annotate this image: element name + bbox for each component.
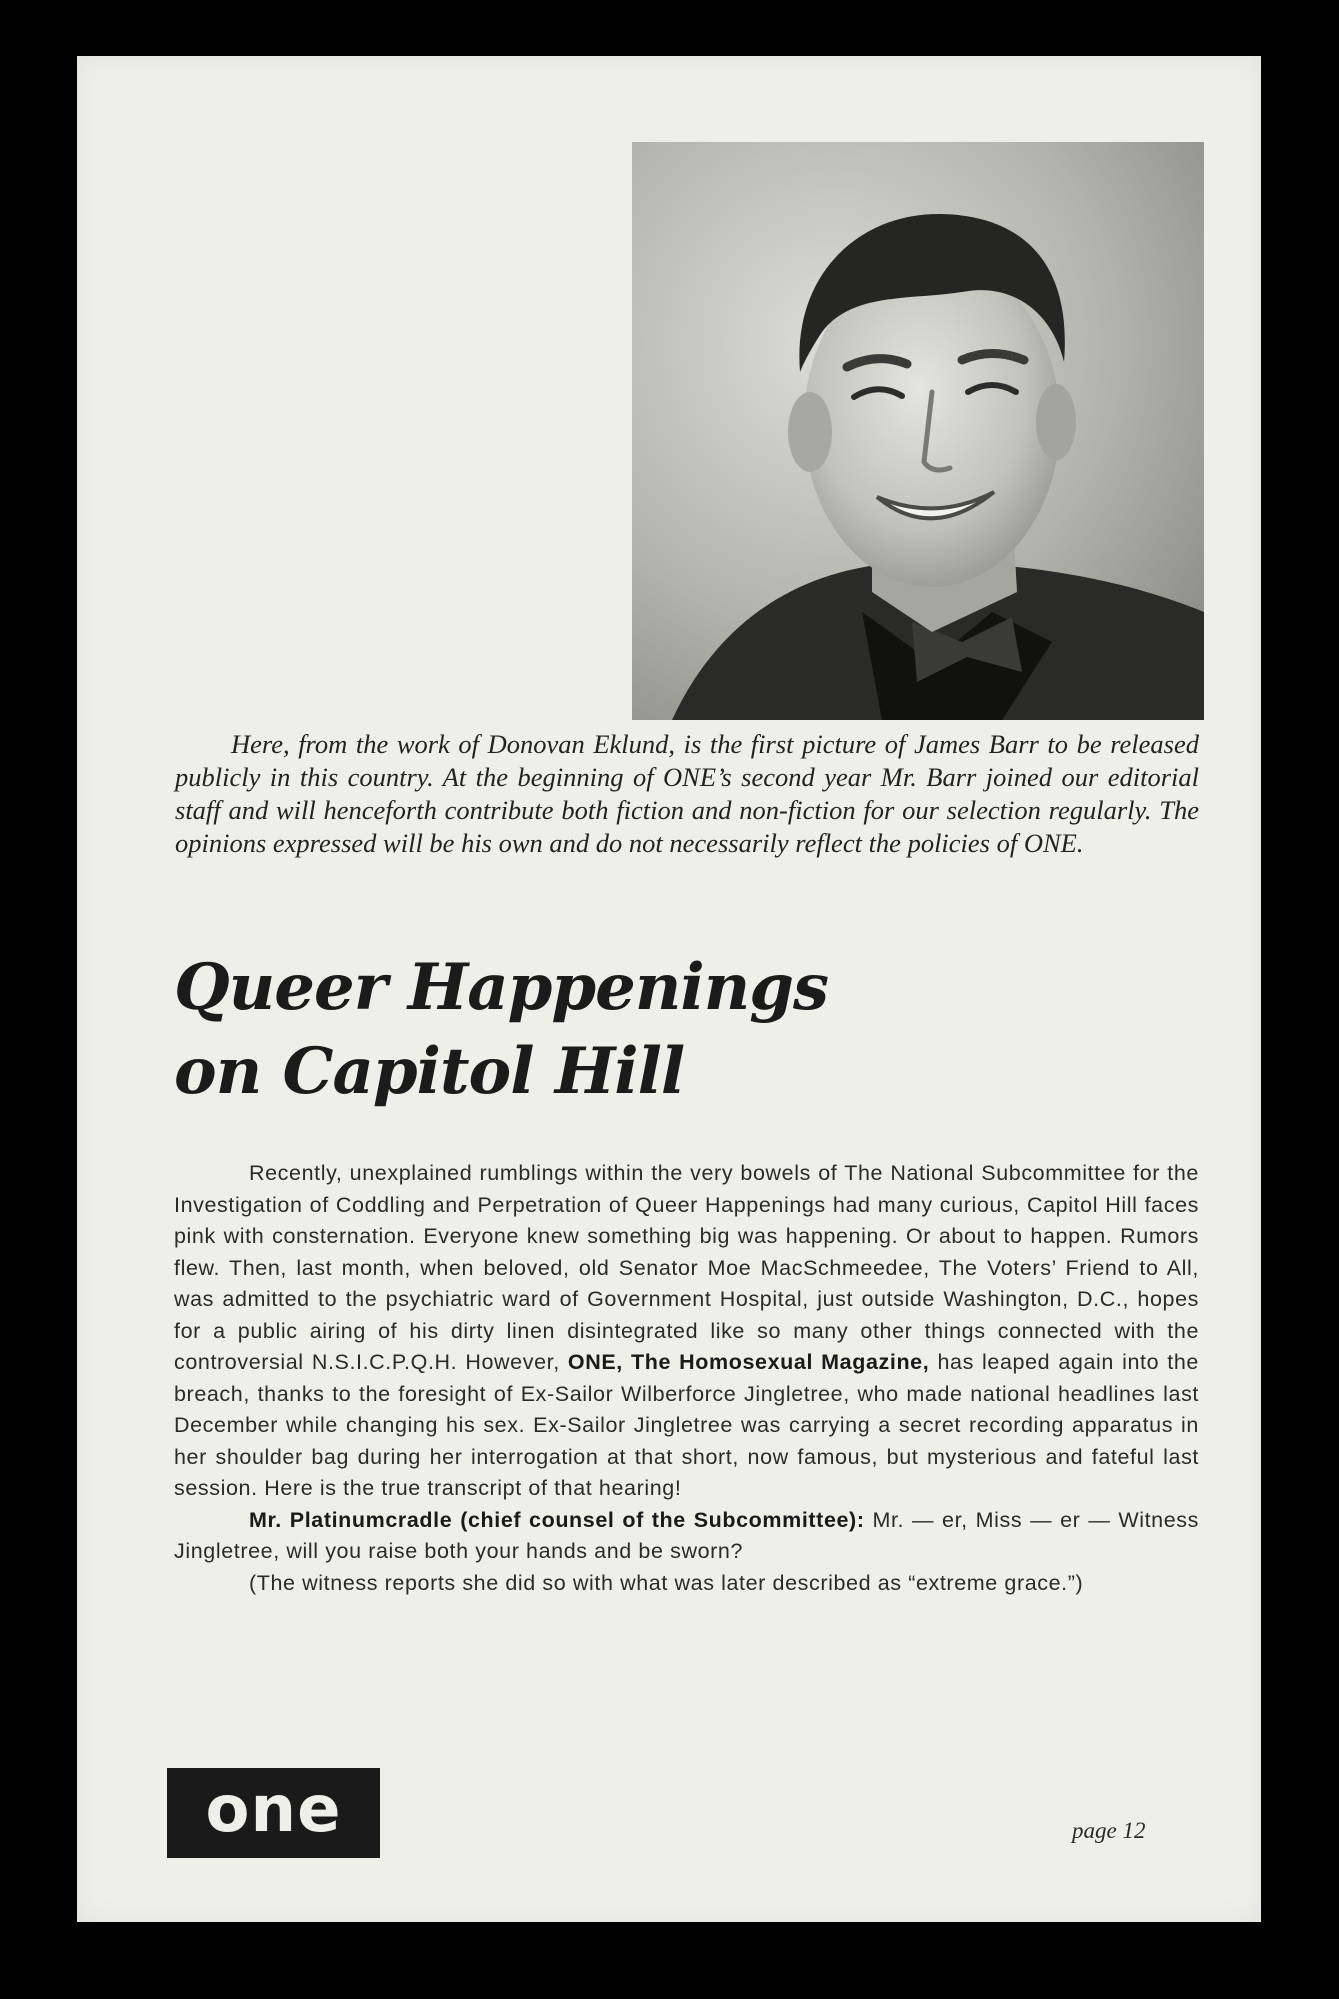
paragraph-2-text: Mr. — er, Miss — er — Witness Jingletree, will you raise both your hands and be sworn? (174, 1507, 1199, 1563)
title-line-1: Queer Happenings (174, 950, 829, 1025)
one-logo (167, 1768, 380, 1858)
portrait-photo (632, 142, 1204, 720)
title-line-2: on Capitol Hill (174, 1034, 685, 1109)
paragraph-1 (174, 1158, 1199, 1505)
article-title (174, 946, 1174, 1114)
paragraph-3: (The witness reports she did so with what was later described as “extreme grace.”) (249, 1570, 1084, 1595)
magazine-page (77, 56, 1261, 1922)
paragraph-1-text-b: has leaped again into the breach, thanks to the foresight of Ex-Sailor Wilberforce Jingletree, who made national headlines last December while changing his sex. Ex-Sailor Jingletree was carrying a secret recording apparatus in her shoulder bag during her interrogation at that short, now famous, but mysterious and fateful last session. Here is the true transcript of that hearing! (174, 1350, 1199, 1500)
article-body (174, 1158, 1199, 1599)
speaker-label: Mr. Platinumcradle (chief counsel of the Subcommittee): (249, 1507, 865, 1532)
photo-caption (175, 728, 1199, 860)
paragraph-2 (174, 1505, 1199, 1568)
paragraph-1-text-a: Recently, unexplained rumblings within the very bowels of The National Subcommittee for the Investigation of Coddling and Perpetration of Queer Happenings had many curious, Capitol Hill faces pink with consternation. Everyone knew something big was happening. Or about to happen. Rumors flew. Then, last month, when beloved, old Senator Moe MacSchmeedee, The Voters’ Friend to All, was admitted to the psychiatric ward of Government Hospital, just outside Washington, D.C., hopes for a public airing of his dirty linen disintegrated like so many other things connected with the controversial N.S.I.C.P.Q.H. However, (174, 1161, 1199, 1374)
page-number: page 12 (1072, 1818, 1146, 1843)
magazine-name: ONE, The Homosexual Magazine, (567, 1350, 930, 1374)
logo-text: one (205, 1773, 342, 1847)
caption-text: Here, from the work of Donovan Eklund, is the first picture of James Barr to be released publicly in this country. At the beginning of ONE’s second year Mr. Barr joined our editorial staff and will henceforth contribute both fiction and non-fiction for our selection regularly. The opinions expressed will be his own and do not necessarily reflect the policies of ONE. (175, 729, 1199, 858)
